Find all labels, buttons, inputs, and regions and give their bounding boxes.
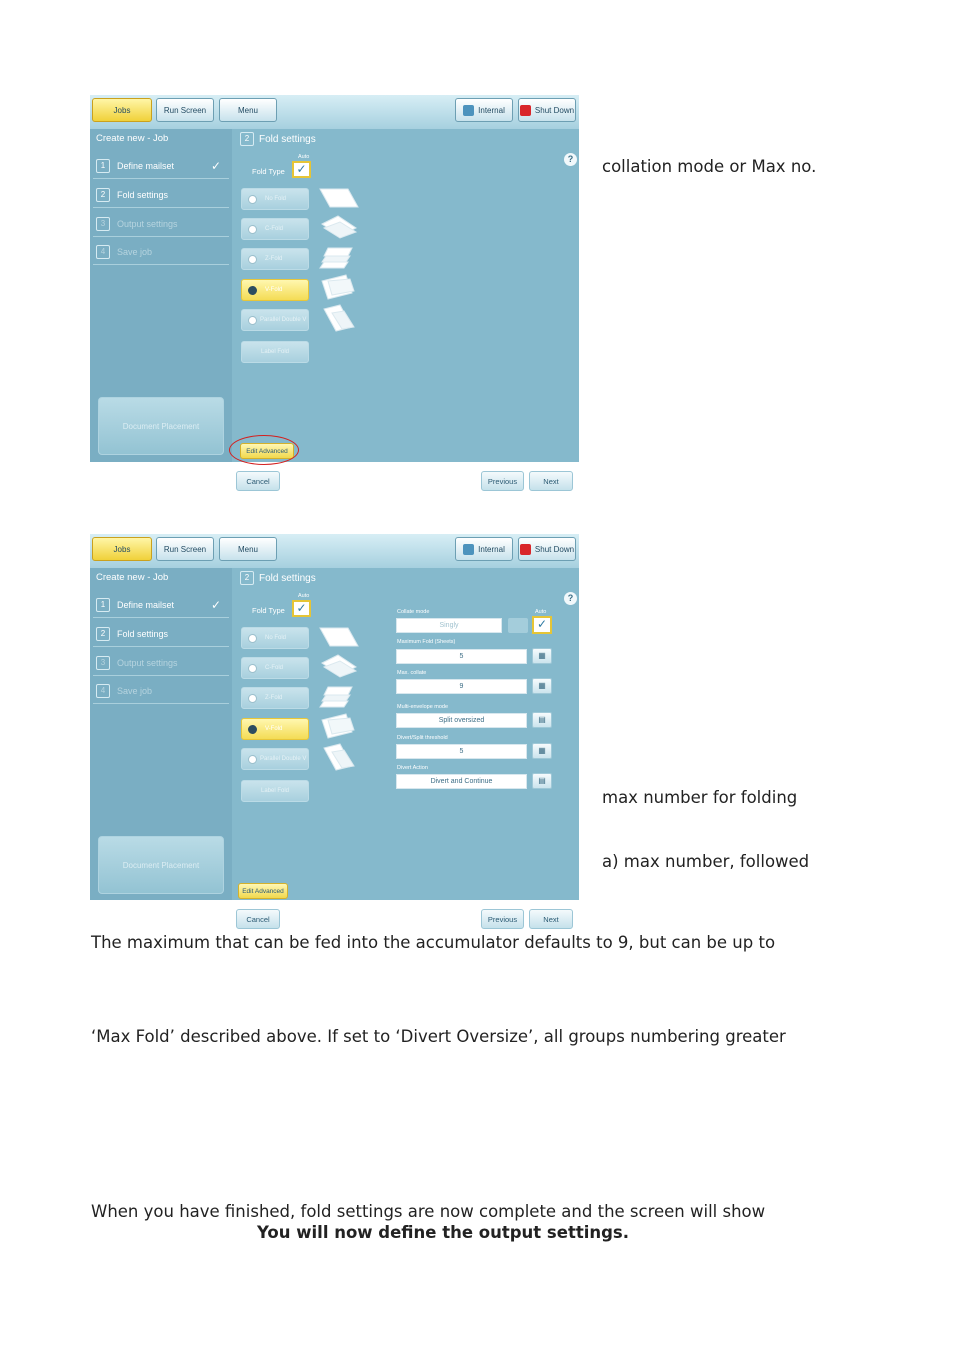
collate-mode-disabled-button: [508, 618, 528, 633]
step-label: Output settings: [117, 218, 178, 229]
divert-action-label: Divert Action: [397, 765, 428, 771]
fold-option-label: No Fold: [265, 635, 287, 641]
panel-title: [240, 571, 316, 585]
screenshot-fold-settings-advanced: [90, 534, 579, 924]
z-fold-icon: [318, 244, 360, 270]
sidebar-title: Create new - Job: [96, 133, 169, 144]
fold-option-c-fold[interactable]: [241, 657, 309, 679]
step-label: Save job: [117, 246, 153, 257]
step-label: Define mailset: [117, 599, 175, 610]
fold-type-label: Fold Type: [252, 167, 285, 176]
document-placement-button[interactable]: Document Placement: [98, 397, 224, 455]
jobs-button[interactable]: Jobs: [92, 537, 152, 561]
sidebar-step-fold-settings[interactable]: [93, 182, 229, 208]
divert-action-field[interactable]: Divert and Continue: [396, 774, 527, 789]
shut-down-button[interactable]: [518, 537, 576, 561]
z-fold-icon: [318, 683, 360, 709]
fold-option-v-fold[interactable]: [241, 279, 309, 301]
sidebar-step-fold-settings[interactable]: [93, 621, 229, 647]
internal-icon: [463, 105, 474, 116]
step-label: Save job: [117, 685, 153, 696]
internal-label: Internal: [478, 544, 505, 554]
internal-icon: [463, 544, 474, 555]
internal-label: Internal: [478, 105, 505, 115]
document-placement-button[interactable]: Document Placement: [98, 836, 224, 894]
paragraph-output-settings: You will now define the output settings.: [257, 1223, 630, 1242]
flat-sheet-icon: [318, 626, 360, 648]
divert-threshold-label: Divert/Split threshold: [397, 735, 448, 741]
help-icon[interactable]: ?: [564, 153, 577, 166]
fold-option-c-fold[interactable]: [241, 218, 309, 240]
list-icon[interactable]: ▤: [532, 712, 552, 728]
jobs-button[interactable]: Jobs: [92, 98, 152, 122]
max-fold-label: Maximum Fold (Sheets): [397, 639, 456, 645]
radio-icon: [248, 634, 257, 643]
cancel-button[interactable]: Cancel: [236, 909, 280, 929]
keypad-icon[interactable]: ▦: [532, 743, 552, 759]
panel-title-text: Fold settings: [259, 572, 316, 584]
top-toolbar: [90, 95, 579, 129]
auto-label: Auto: [298, 593, 310, 599]
sidebar: [90, 568, 232, 900]
label-fold-button[interactable]: Label Fold: [241, 780, 309, 802]
auto-checkbox[interactable]: ✓: [292, 161, 311, 178]
max-fold-field[interactable]: 5: [396, 649, 527, 664]
cancel-button[interactable]: Cancel: [236, 471, 280, 491]
sidebar: [90, 129, 232, 462]
auto-checkbox[interactable]: ✓: [292, 600, 311, 617]
radio-icon: [248, 255, 257, 264]
fold-option-label: Z-Fold: [265, 256, 283, 262]
fold-option-label: Parallel Double V: [260, 756, 307, 762]
double-v-fold-icon: [318, 303, 360, 333]
screenshot-fold-settings: [90, 95, 579, 486]
step-number: 1: [96, 598, 110, 612]
power-icon: [520, 544, 531, 555]
step-number: 3: [96, 217, 110, 231]
step-number: 2: [240, 571, 254, 585]
menu-button[interactable]: Menu: [219, 98, 277, 122]
step-number: 4: [96, 245, 110, 259]
multi-envelope-field[interactable]: Split oversized: [396, 713, 527, 728]
step-label: Output settings: [117, 657, 178, 668]
previous-button[interactable]: Previous: [481, 909, 524, 929]
keypad-icon[interactable]: ▦: [532, 648, 552, 664]
power-icon: [520, 105, 531, 116]
text-max-number-followed: a) max number, followed: [602, 852, 810, 871]
multi-envelope-label: Multi-envelope mode: [397, 704, 449, 710]
collate-auto-checkbox[interactable]: ✓: [532, 616, 552, 634]
step-number: 3: [96, 656, 110, 670]
help-icon[interactable]: ?: [564, 592, 577, 605]
c-fold-icon: [318, 653, 360, 679]
max-collate-field[interactable]: 9: [396, 679, 527, 694]
sidebar-step-output-settings: [93, 650, 229, 676]
double-v-fold-icon: [318, 742, 360, 772]
step-number: 2: [96, 188, 110, 202]
top-toolbar: [90, 534, 579, 568]
v-fold-icon: [318, 712, 360, 740]
sidebar-step-output-settings: [93, 211, 229, 237]
text-collation-mode: collation mode or Max no.: [602, 157, 817, 176]
fold-option-z-fold[interactable]: [241, 687, 309, 709]
radio-icon: [248, 286, 257, 295]
highlight-circle: [229, 435, 299, 465]
auto-label: Auto: [298, 154, 310, 160]
checkmark-icon: ✓: [210, 597, 221, 612]
shut-down-button[interactable]: [518, 98, 576, 122]
previous-button[interactable]: Previous: [481, 471, 524, 491]
fold-option-no-fold[interactable]: [241, 188, 309, 210]
paragraph-finished: When you have finished, fold settings are now complete and the screen will show: [91, 1202, 766, 1221]
fold-option-parallel-double-v[interactable]: [241, 309, 309, 331]
run-screen-button[interactable]: Run Screen: [156, 537, 214, 561]
radio-icon: [248, 694, 257, 703]
list-icon[interactable]: ▤: [532, 773, 552, 789]
fold-settings-panel: [232, 568, 579, 924]
fold-settings-panel: [232, 129, 579, 486]
fold-type-label: Fold Type: [252, 606, 285, 615]
next-button[interactable]: Next: [529, 471, 573, 491]
keypad-icon[interactable]: ▦: [532, 678, 552, 694]
fold-option-label: Parallel Double V: [260, 317, 307, 323]
flat-sheet-icon: [318, 187, 360, 209]
paragraph-max-fold: ‘Max Fold’ described above. If set to ‘Divert Oversize’, all groups numbering greater: [91, 1027, 786, 1046]
fold-option-z-fold[interactable]: [241, 248, 309, 270]
internal-button[interactable]: [455, 537, 513, 561]
shut-down-label: Shut Down: [534, 544, 575, 554]
radio-icon: [248, 755, 257, 764]
radio-icon: [248, 664, 257, 673]
fold-option-label: V-Fold: [265, 287, 283, 293]
radio-icon: [248, 316, 257, 325]
paragraph-accumulator: The maximum that can be fed into the accumulator defaults to 9, but can be up to: [91, 933, 776, 952]
fold-option-label: C-Fold: [265, 226, 284, 232]
menu-button[interactable]: Menu: [219, 537, 277, 561]
next-button[interactable]: Next: [529, 909, 573, 929]
run-screen-button[interactable]: Run Screen: [156, 98, 214, 122]
step-label: Fold settings: [117, 189, 169, 200]
checkmark-icon: ✓: [210, 158, 221, 173]
internal-button[interactable]: [455, 98, 513, 122]
v-fold-icon: [318, 273, 360, 301]
step-number: 2: [240, 132, 254, 146]
collate-mode-label: Collate mode: [397, 609, 430, 615]
step-number: 4: [96, 684, 110, 698]
sidebar-step-save-job: [93, 678, 229, 704]
sidebar-step-save-job: [93, 239, 229, 265]
sidebar-step-define-mailset[interactable]: [93, 592, 229, 618]
fold-option-v-fold[interactable]: [241, 718, 309, 740]
panel-title: [240, 132, 316, 146]
sidebar-step-define-mailset[interactable]: [93, 153, 229, 179]
divert-threshold-field[interactable]: 5: [396, 744, 527, 759]
radio-icon: [248, 225, 257, 234]
fold-option-parallel-double-v[interactable]: [241, 748, 309, 770]
text-max-number-folding: max number for folding: [602, 788, 798, 807]
panel-title-text: Fold settings: [259, 133, 316, 145]
fold-option-label: No Fold: [265, 196, 287, 202]
edit-advanced-button[interactable]: Edit Advanced: [238, 883, 288, 899]
fold-option-label: C-Fold: [265, 665, 284, 671]
edit-advanced-button[interactable]: Edit Advanced: [240, 443, 294, 459]
c-fold-icon: [318, 214, 360, 240]
max-collate-label: Max. collate: [397, 670, 427, 676]
step-label: Define mailset: [117, 160, 175, 171]
step-number: 2: [96, 627, 110, 641]
fold-option-no-fold[interactable]: [241, 627, 309, 649]
step-number: 1: [96, 159, 110, 173]
label-fold-button[interactable]: Label Fold: [241, 341, 309, 363]
collate-mode-field[interactable]: Singly: [396, 618, 502, 633]
step-label: Fold settings: [117, 628, 169, 639]
shut-down-label: Shut Down: [534, 105, 575, 115]
radio-icon: [248, 725, 257, 734]
radio-icon: [248, 195, 257, 204]
collate-auto-label: Auto: [535, 609, 547, 615]
fold-option-label: V-Fold: [265, 726, 283, 732]
fold-option-label: Z-Fold: [265, 695, 283, 701]
sidebar-title: Create new - Job: [96, 572, 169, 583]
